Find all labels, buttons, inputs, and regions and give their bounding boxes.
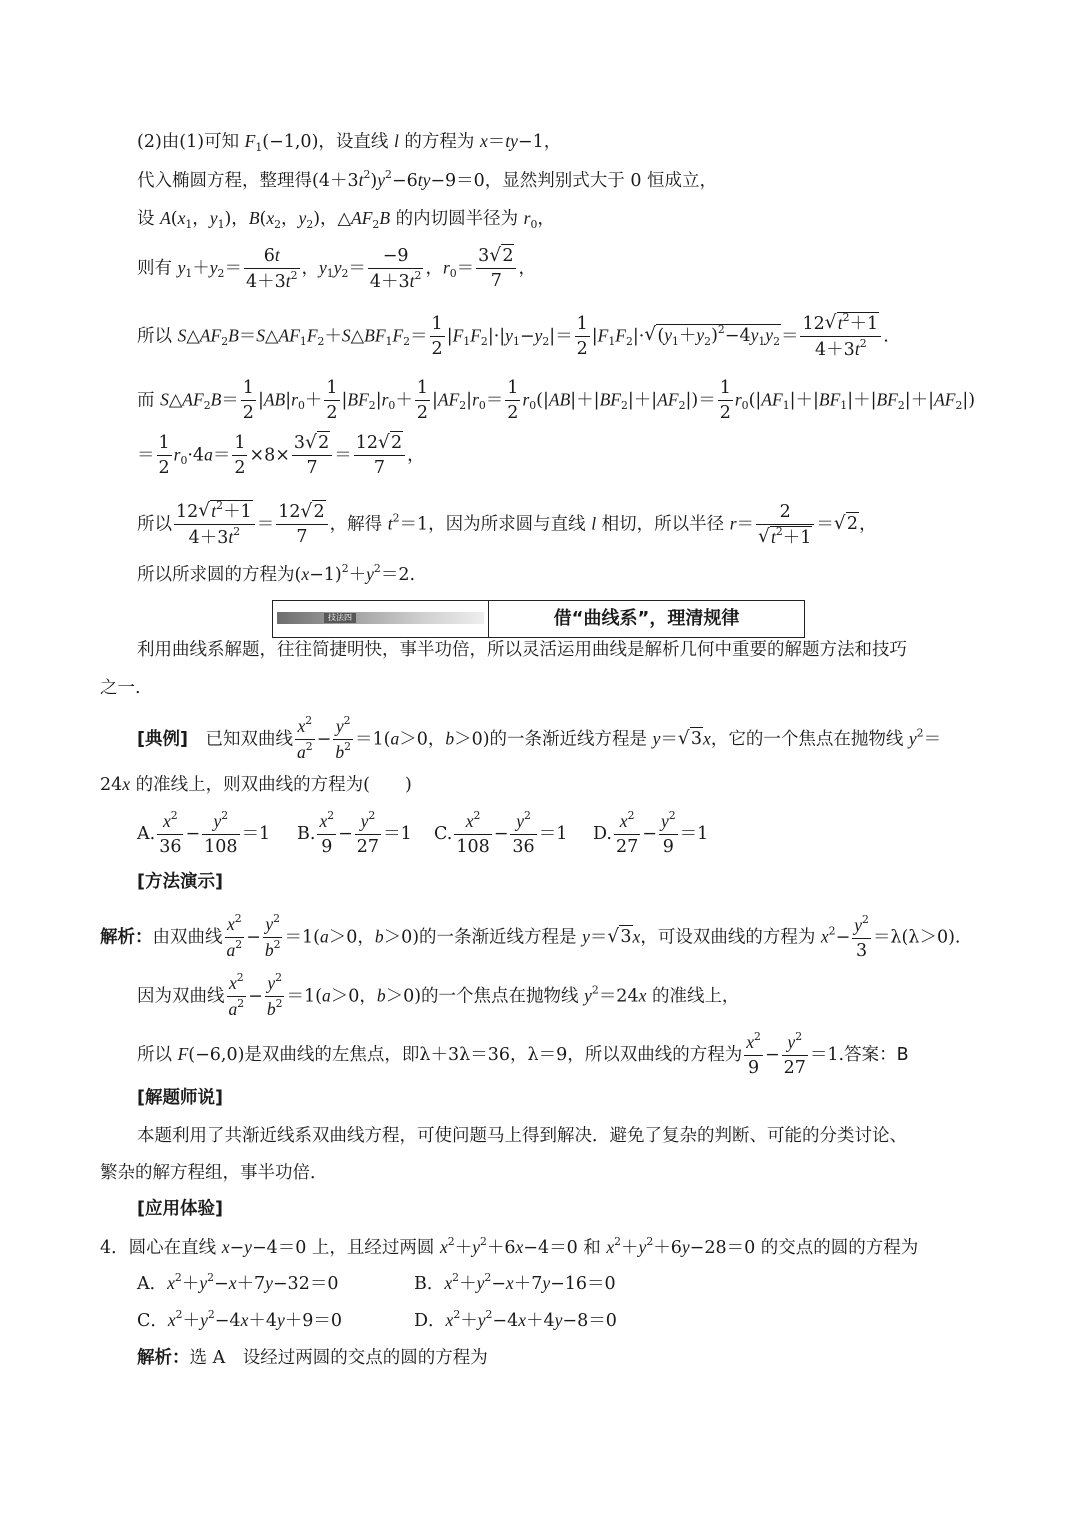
teacher-talk-line-2: 繁杂的解方程组，事半功倍．: [100, 1163, 328, 1183]
fraction: $\frac{3√ 2}{7}$: [476, 247, 516, 291]
solution-line-3: 设 $A(x_1$，$y_1$)，$B(x_2$，$y_2$)，$\triangle AF_2B$ 的内切圆半径为 $r_0$，: [137, 208, 555, 231]
q4-option-a[interactable]: A．$x^2+y^2-x+7y-32=0$: [137, 1270, 339, 1294]
fraction: $\frac{-9}{4+3t^2}$: [369, 245, 422, 292]
solution-line-2: 代入椭圆方程，整理得$(4+3t^2)y^2-6ty-9=0$，显然判别式大于 0 恒成立，: [137, 167, 718, 191]
q4-option-b[interactable]: B．$x^2+y^2-x+7y-16=0$: [414, 1270, 616, 1294]
analysis-line-3: 所以 F(−6,0)是双曲线的左焦点，即λ＋3λ＝36，λ＝9，所以双曲线的方程为 $\frac{x^2}{9}$ − $\frac{y^2}{27}$ ＝1.答案：B: [137, 1029, 909, 1079]
analysis-label: 解析：: [100, 927, 153, 948]
banner-label-box: [273, 601, 489, 637]
option-d[interactable]: D. $\frac{x^2}{27}$ − $\frac{y^2}{9}$ ＝1: [593, 808, 709, 858]
example-line-2: 24x 的准线上，则双曲线的方程为( ): [100, 774, 412, 795]
option-b[interactable]: B. $\frac{x^2}{9}$ − $\frac{y^2}{27}$ ＝1: [297, 808, 412, 858]
solution-line-5: 所以 $S\triangle AF_2B=S\triangle AF_1F_2+S\triangle BF_1F_2=$ $\frac{1}{2}$ $|F_1F_2|\cdot|y_1-y_2|=$ $\frac{1}{2}$ $|F_1F_2|\cdot√$ $(y_1+y_2)^2-4y_1y_2=$ $\frac{12√ t^2+1}{4+3t^2}$ .: [137, 314, 889, 360]
question-4: 4．圆心在直线 x−y−4＝0 上，且经过两圆 $x^2+y^2+6x-4=0$ 和 $x^2+y^2+6y-28=0$ 的交点的圆的方程为: [100, 1234, 919, 1258]
example-line-1: [典例] 已知双曲线 $\frac{x^2}{a^2}$ − $\frac{y^2}{b^2}$ ＝1(a＞0，b＞0)的一条渐近线方程是 y＝√ 3x，它的一个焦点在抛物线 $y^2=$: [137, 717, 941, 763]
fraction: $\frac{12√ t^2+1}{4+3t^2}$: [800, 314, 881, 360]
q4-analysis-label: 解析：: [137, 1348, 190, 1368]
option-c[interactable]: C. $\frac{x^2}{108}$ − $\frac{y^2}{36}$ ＝1: [434, 808, 568, 858]
solution-line-1: (2)由(1)可知 $F_1(-1,0)$，设直线 l 的方程为 x＝ty−1，: [137, 131, 562, 154]
question-4-analysis: 解析：选 A 设经过两圆的交点的圆的方程为: [137, 1348, 488, 1368]
q4-option-c[interactable]: C．$x^2+y^2-4x+4y+9=0$: [137, 1307, 343, 1331]
banner-tag: 技法四: [324, 613, 356, 623]
section-banner: [272, 600, 805, 638]
solution-line-8: 所以 $\frac{12√ t^2+1}{4+3t^2}$ ＝ $\frac{12√ 2}{7}$ ，解得 $t^2=1$，因为所求圆与直线 l 相切，所以半径 r＝ 2 √ $t^2+1$ ＝√ 2，: [137, 502, 877, 548]
solution-line-9: 所以所求圆的方程为$(x-1)^2+y^2=2$.: [137, 561, 416, 585]
application-heading: [应用体验]: [137, 1199, 223, 1219]
method-heading: [方法演示]: [137, 872, 223, 892]
solution-line-6: 而 $S\triangle AF_2B=$ $\frac{1}{2}$ $|AB|r_0+$ $\frac{1}{2}$ $|BF_2|r_0+$ $\frac{1}{2}$ $|AF_2|r_0=$ $\frac{1}{2}$ $r_0(|AB|+|BF_2|+|AF_2|)=$ $\frac{1}{2}$ $r_0(|AF_1|+|BF_1|+|BF_2|+|AF_2|)$: [137, 378, 976, 424]
solution-line-4: 则有 $y_1+y_2=$ $\frac{6t}{4+3t^2}$ ，$y_1y_2=$ $\frac{-9}{4+3t^2}$ ，$r_0=$ $\frac{3√ 2}{7}$ ，: [137, 246, 536, 292]
banner-title: 借“曲线系”，理清规律: [553, 608, 740, 629]
option-a[interactable]: A. $\frac{x^2}{36}$ − $\frac{y^2}{108}$ ＝1: [137, 808, 271, 858]
solution-line-7: ＝ $\frac{1}{2}$ $r_0\cdot 4a=$ $\frac{1}{2}$ ×8× $\frac{3√ 2}{7}$ ＝ $\frac{12√ 2}{7}$ ，: [137, 434, 425, 478]
banner-gradient-strip: [277, 612, 484, 624]
teacher-talk-line-1: 本题利用了共渐近线系双曲线方程，可使问题马上得到解决．避免了复杂的判断、可能的分类讨论、: [137, 1126, 907, 1146]
answer: 答案：B: [844, 1044, 909, 1065]
fraction: $\frac{6t}{4+3t^2}$: [245, 245, 298, 293]
teacher-talk-heading: [解题师说]: [137, 1088, 223, 1108]
intro-line-1: 利用曲线系解题，往往简捷明快，事半功倍，所以灵活运用曲线是解析几何中重要的解题方法和技巧: [137, 640, 907, 660]
fraction: $\frac{1}{2}$: [431, 314, 443, 360]
intro-line-2: 之一.: [100, 678, 141, 698]
fraction: $\frac{1}{2}$: [576, 314, 588, 360]
q4-option-d[interactable]: D．$x^2+y^2-4x+4y-8=0$: [414, 1307, 617, 1331]
analysis-line-1: 解析：由双曲线 $\frac{x^2}{a^2}$ − $\frac{y^2}{b^2}$ ＝1(a＞0，b＞0)的一条渐近线方程是 y＝√ 3x，可设双曲线的方程为 $x^2-$ $\frac{y^2}{3}$ ＝λ(λ＞0).: [100, 915, 960, 961]
analysis-line-2: 因为双曲线 $\frac{x^2}{a^2}$ − $\frac{y^2}{b^2}$ ＝1(a＞0，b＞0)的一个焦点在抛物线 $y^2=24x$ 的准线上，: [137, 970, 740, 1020]
example-label: [典例]: [137, 729, 188, 750]
